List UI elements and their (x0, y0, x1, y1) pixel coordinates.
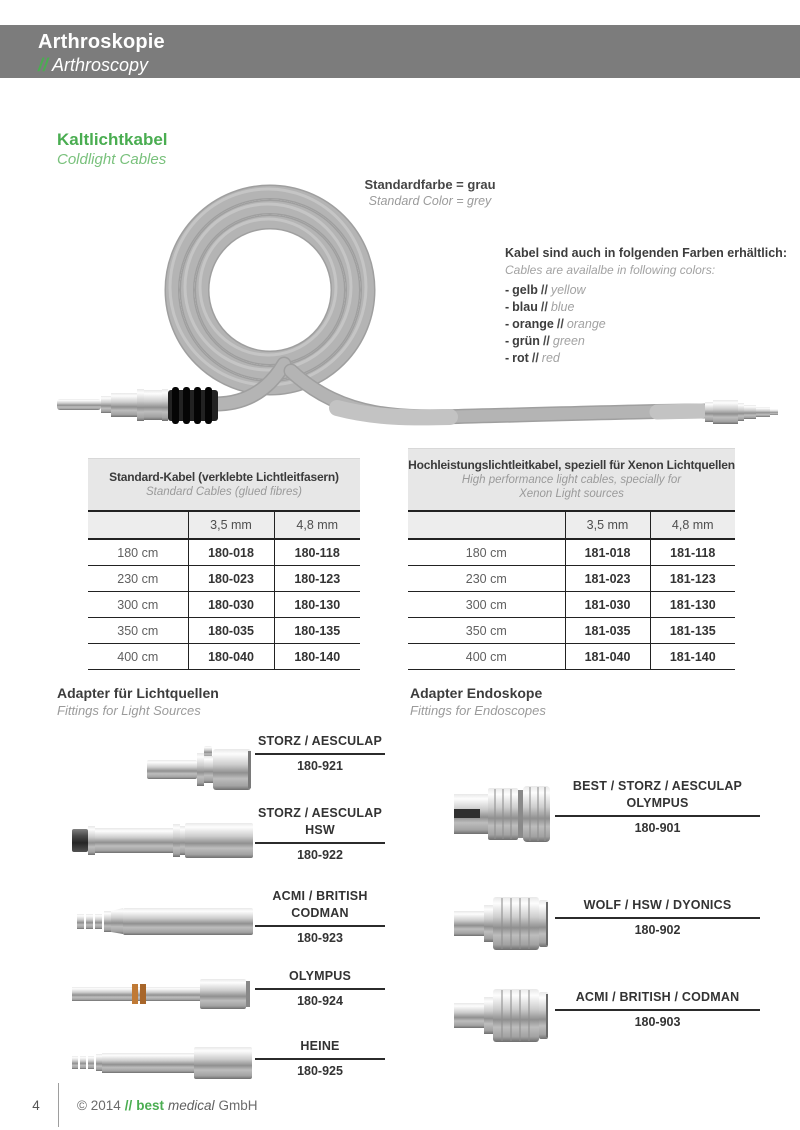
list-item (60, 805, 385, 865)
page-header (0, 25, 800, 78)
color-option-orange: - orange // orange (505, 317, 606, 331)
color-option-yellow: - gelb // yellow (505, 283, 586, 297)
table-row: 230 cm 180-023 180-123 (88, 566, 360, 592)
adapter-photo-acmi-british-codman (60, 888, 255, 946)
adapters-light-heading (57, 684, 219, 719)
standard-table-colheader-row (88, 512, 360, 539)
colheader-48mm: 4,8 mm (650, 512, 735, 539)
header-title-en-text: Arthroscopy (52, 55, 149, 75)
standard-table-header (88, 458, 360, 512)
section-title-en: Coldlight Cables (57, 151, 167, 168)
table-row: 400 cm 180-040 180-140 (88, 644, 360, 670)
adapters-endo-title-en: Fittings for Endoscopes (410, 703, 546, 718)
cable-connector-left (57, 387, 218, 424)
table-row: 300 cm 180-030 180-130 (88, 592, 360, 618)
list-item (440, 897, 760, 957)
xenon-table-title-de: Hochleistungslichtleitkabel, speziell für Xenon Lichtquellen (408, 458, 735, 472)
list-item (60, 968, 385, 1018)
adapters-endo-title-de: Adapter Endoskope (410, 685, 543, 701)
table-row: 350 cm 181-035 181-135 (408, 618, 735, 644)
adapter-label-2: HSW (305, 823, 335, 837)
divider (555, 1009, 760, 1011)
adapter-label: STORZ / AESCULAP (257, 734, 383, 748)
table-row: 180 cm 180-018 180-118 (88, 539, 360, 566)
adapter-label: OLYMPUS (288, 969, 352, 983)
xenon-table-colheader-row (408, 512, 735, 539)
standard-table-title-en: Standard Cables (glued fibres) (146, 486, 302, 498)
xenon-table-title-en-2: Xenon Light sources (519, 488, 624, 500)
list-item (60, 888, 385, 946)
table-row: 400 cm 181-040 181-140 (408, 644, 735, 670)
xenon-table-header (408, 448, 735, 512)
table-row: 180 cm 181-018 181-118 (408, 539, 735, 566)
adapter-photo-storz-aesculap-hsw (60, 805, 255, 865)
adapter-photo-storz-aesculap (60, 733, 255, 797)
adapters-light-title-en: Fittings for Light Sources (57, 703, 201, 718)
copyright-year: © 2014 (77, 1097, 121, 1113)
standard-table-title-de: Standard-Kabel (verklebte Lichtleitfasern) (109, 470, 339, 484)
adapter-code: 180-921 (297, 759, 343, 773)
adapter-code: 180-922 (297, 848, 343, 862)
footer-divider (58, 1083, 59, 1127)
header-title-de: Arthroskopie (38, 31, 165, 53)
adapter-code: 180-924 (297, 994, 343, 1008)
divider (255, 1058, 385, 1060)
adapters-light-list (60, 727, 388, 1117)
adapter-label-2: OLYMPUS (626, 796, 689, 810)
table-row: 300 cm 181-030 181-130 (408, 592, 735, 618)
divider (555, 917, 760, 919)
color-option-red: - rot // red (505, 351, 560, 365)
adapter-code: 180-923 (297, 931, 343, 945)
header-title-en (38, 54, 800, 76)
list-item (60, 733, 385, 797)
page-number: 4 (32, 1097, 40, 1113)
adapter-photo-olympus (60, 968, 255, 1018)
copyright (77, 1098, 262, 1113)
adapter-photo-best-storz-aesculap-olympus (440, 778, 555, 848)
adapter-photo-acmi-british-codman-endo (440, 989, 555, 1049)
colheader-48mm: 4,8 mm (274, 512, 360, 539)
colheader-35mm: 3,5 mm (565, 512, 650, 539)
list-item (440, 989, 760, 1049)
list-item (440, 778, 760, 848)
empty-header-cell (408, 512, 565, 539)
color-note-en: Standard Color = grey (368, 194, 492, 208)
copyright-slashes: // (124, 1097, 133, 1113)
empty-header-cell (88, 512, 188, 539)
divider (255, 753, 385, 755)
adapter-label-2: CODMAN (291, 906, 349, 920)
xenon-cables-table (408, 448, 735, 670)
adapter-label: WOLF / HSW / DYONICS (583, 898, 732, 912)
adapter-code: 180-902 (634, 923, 681, 937)
table-row: 350 cm 180-035 180-135 (88, 618, 360, 644)
color-option-blue: - blau // blue (505, 300, 575, 314)
divider (555, 815, 760, 817)
available-colors-info (505, 245, 795, 367)
section-title-de: Kaltlichtkabel (57, 130, 168, 149)
table-row: 230 cm 181-023 181-123 (408, 566, 735, 592)
divider (255, 988, 385, 990)
colors-heading-de: Kabel sind auch in folgenden Farben erhältlich: (505, 246, 787, 260)
brand-name: best (136, 1097, 165, 1113)
standard-cables-table (88, 458, 360, 670)
adapter-code: 180-903 (634, 1015, 681, 1029)
adapter-label: ACMI / BRITISH / CODMAN (575, 990, 740, 1004)
divider (255, 925, 385, 927)
header-slashes: // (38, 55, 49, 75)
brand-name-2: medical (168, 1097, 215, 1113)
color-note-de: Standardfarbe = grau (364, 177, 496, 192)
adapter-label: ACMI / BRITISH (272, 889, 368, 903)
colors-heading-en: Cables are availalbe in following colors: (505, 263, 716, 277)
adapters-endo-heading (410, 684, 546, 719)
color-option-green: - grün // green (505, 334, 585, 348)
company-suffix: GmbH (218, 1097, 258, 1113)
cable-connector-right (705, 400, 778, 424)
adapter-code: 180-925 (297, 1064, 343, 1078)
colheader-35mm: 3,5 mm (188, 512, 274, 539)
adapter-label: HEINE (300, 1039, 340, 1053)
adapters-light-title-de: Adapter für Lichtquellen (57, 685, 219, 701)
section-title (57, 130, 168, 169)
adapter-label: STORZ / AESCULAP (257, 806, 383, 820)
xenon-table-title-en-1: High performance light cables, specially for (461, 474, 682, 486)
adapter-photo-wolf-hsw-dyonics (440, 897, 555, 957)
adapters-endo-list (440, 772, 762, 1072)
divider (255, 842, 385, 844)
adapter-code: 180-901 (634, 821, 681, 835)
standard-color-note (345, 176, 515, 209)
adapter-label: BEST / STORZ / AESCULAP (572, 779, 743, 793)
page-footer (0, 1080, 800, 1130)
